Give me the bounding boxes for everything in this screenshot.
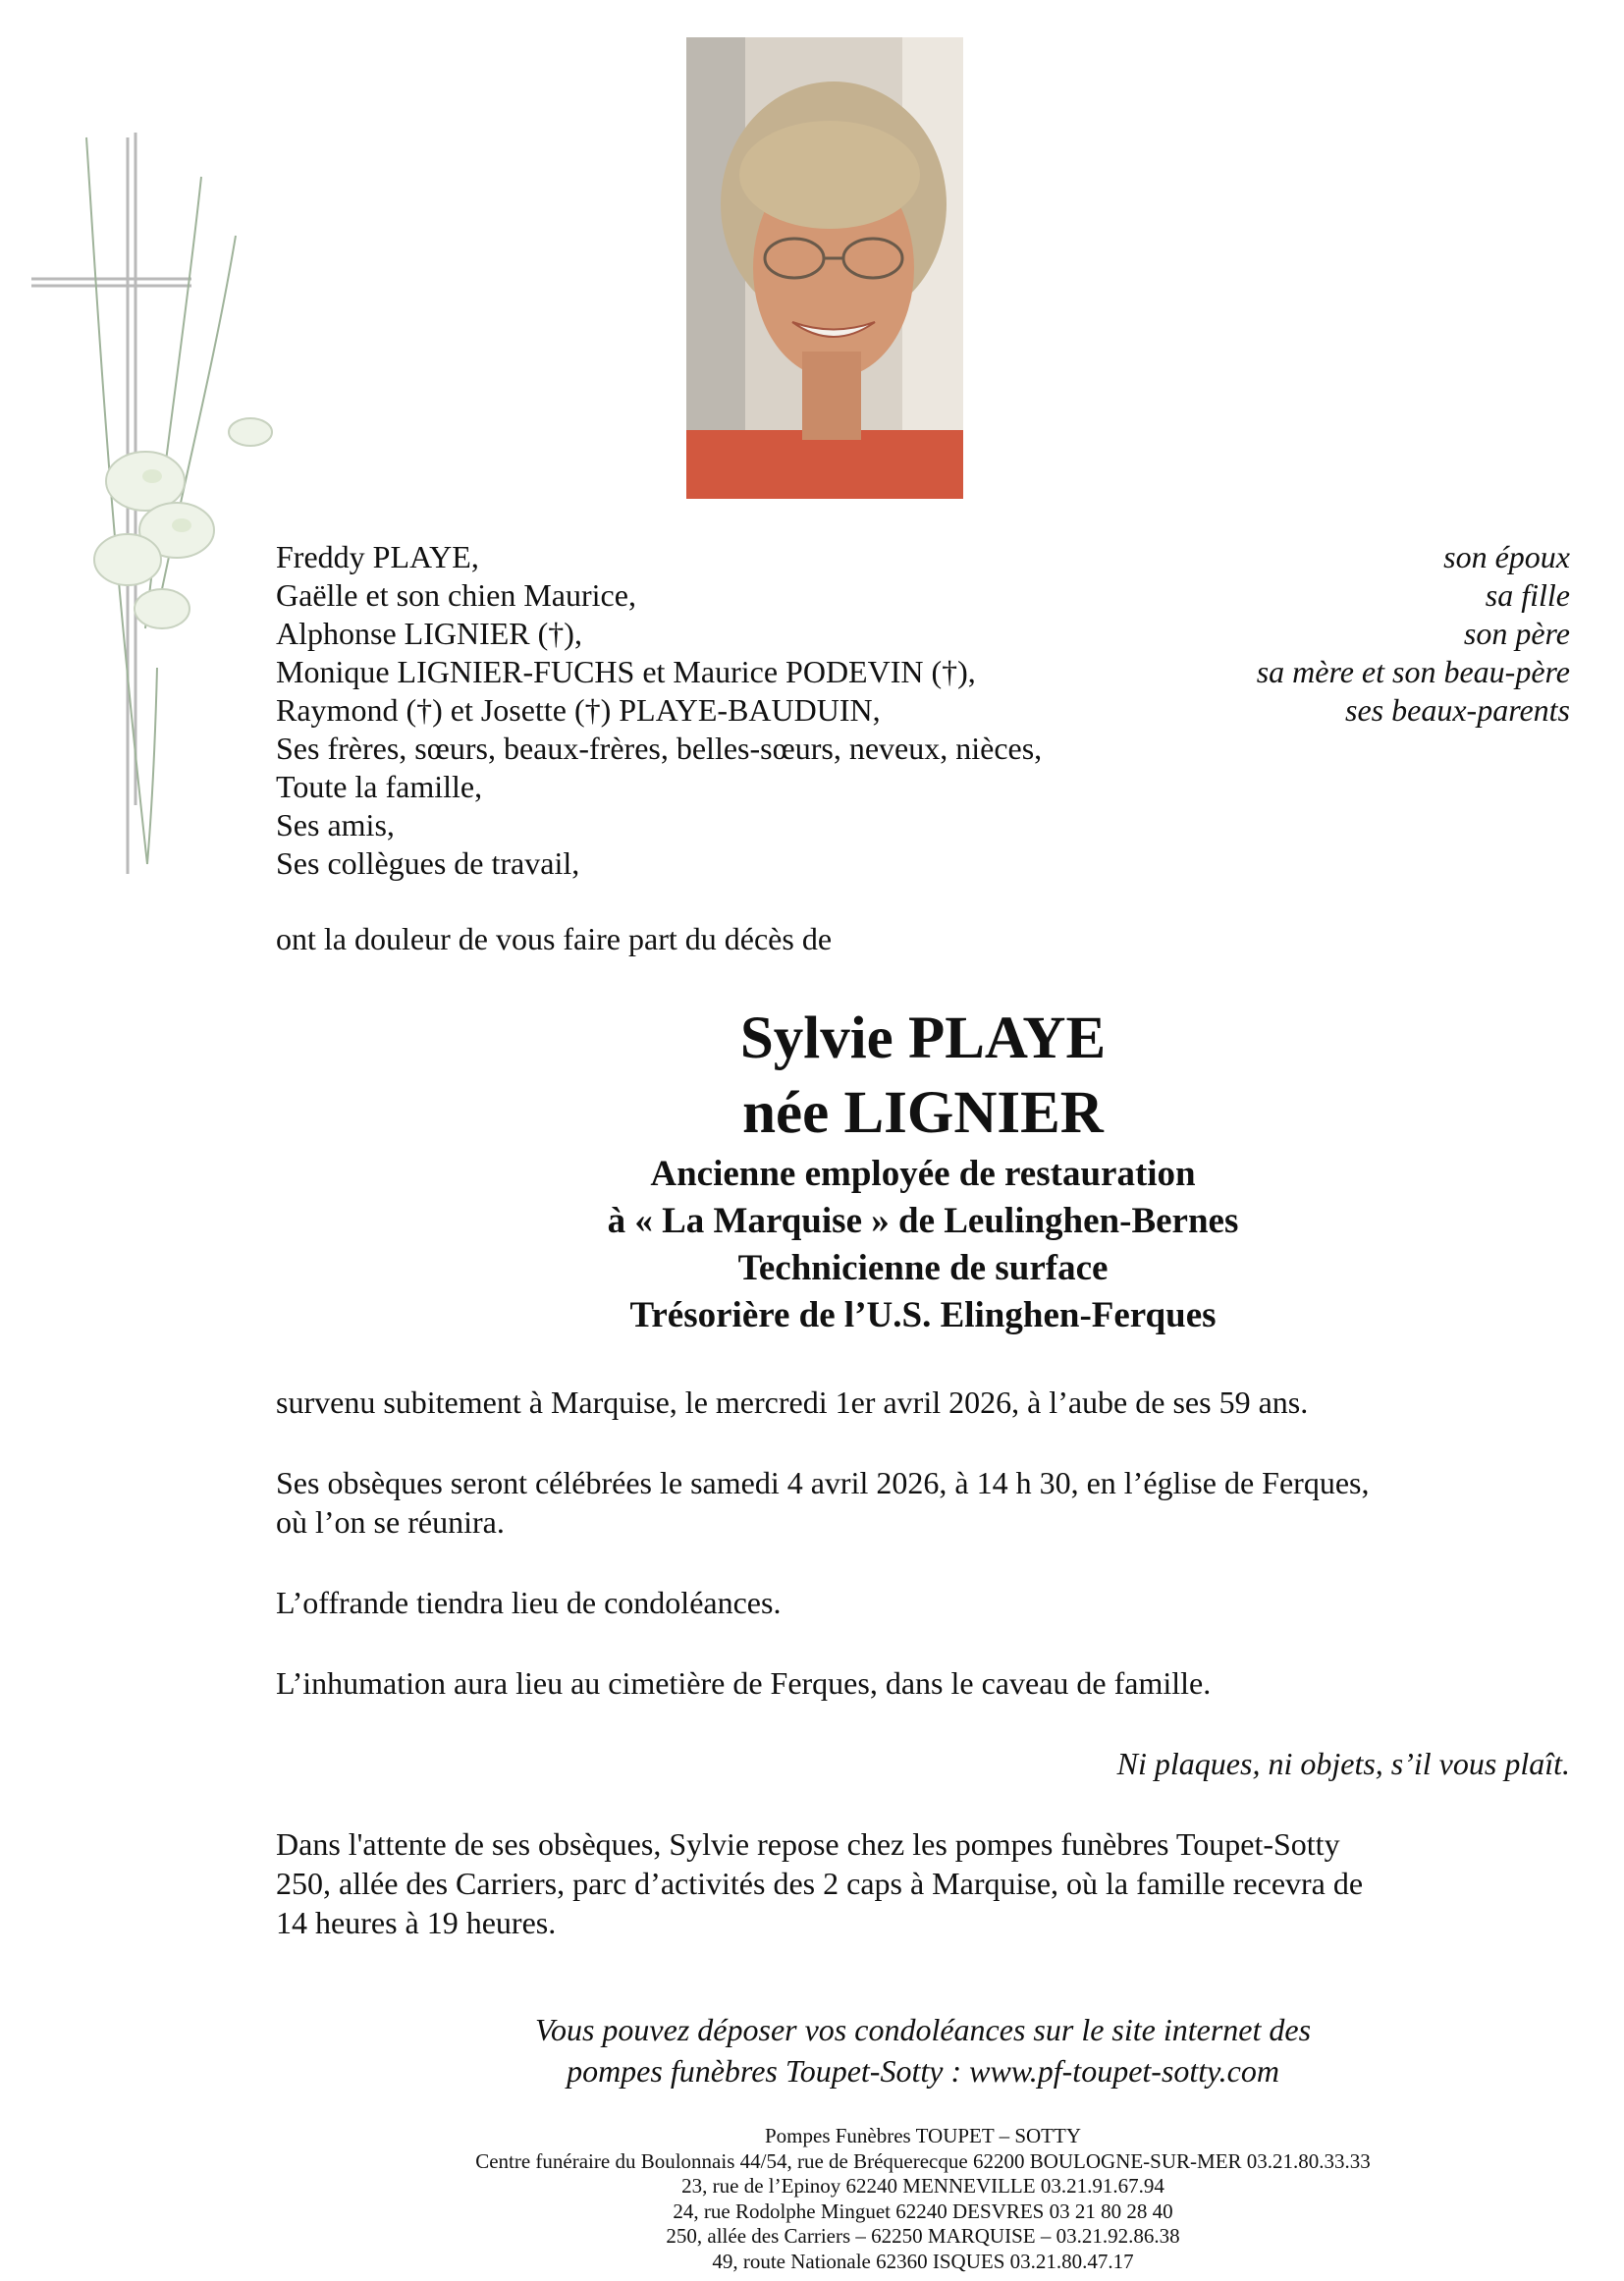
- deceased-block: [276, 1002, 1570, 1339]
- funeral-home-footer: [276, 2124, 1570, 2275]
- family-name: Gaëlle et son chien Maurice,: [276, 577, 636, 613]
- family-row: [276, 653, 1570, 691]
- portrait-photo: [686, 37, 963, 499]
- footer-line: 49, route Nationale 62360 ISQUES 03.21.80.47.17: [712, 2249, 1134, 2273]
- burial-note: L’inhumation aura lieu au cimetière de Ferques, dans le caveau de famille.: [276, 1665, 1212, 1701]
- family-relation: ses beaux-parents: [1345, 692, 1570, 728]
- no-flowers-note: Ni plaques, ni objets, s’il vous plaît.: [1116, 1746, 1570, 1781]
- family-name: Alphonse LIGNIER (†),: [276, 616, 582, 651]
- announcement-body: [276, 1383, 1570, 1942]
- deceased-name: Sylvie PLAYE: [739, 1005, 1107, 1071]
- family-row: [276, 538, 1570, 576]
- family-name: Ses frères, sœurs, beaux-frères, belles-sœurs, neveux, nièces,: [276, 731, 1043, 766]
- occupation-line: à « La Marquise » de Leulinghen-Bernes: [607, 1201, 1239, 1241]
- family-row: [276, 691, 1570, 730]
- footer-line: Centre funéraire du Boulonnais 44/54, rue de Bréquerecque 62200 BOULOGNE-SUR-MER 03.21.80.33.33: [475, 2148, 1371, 2173]
- condolences-note: [276, 2009, 1570, 2091]
- family-row: [276, 730, 1570, 768]
- occupation-line: Trésorière de l’U.S. Elinghen-Ferques: [629, 1295, 1217, 1335]
- footer-line: 24, rue Rodolphe Minguet 62240 DESVRES 03 21 80 28 40: [673, 2199, 1173, 2223]
- family-name: Monique LIGNIER-FUCHS et Maurice PODEVIN (†),: [276, 654, 976, 689]
- condolences-line: Vous pouvez déposer vos condoléances sur le site internet des: [534, 2012, 1312, 2047]
- deceased-birth-name: née LIGNIER: [742, 1080, 1104, 1146]
- funeral-line: Ses obsèques seront célébrées le samedi 4 avril 2026, à 14 h 30, en l’église de Ferques,: [276, 1465, 1370, 1500]
- family-row: [276, 615, 1570, 653]
- condolences-line: pompes funèbres Toupet-Sotty : www.pf-toupet-sotty.com: [567, 2053, 1279, 2089]
- family-row: [276, 768, 1570, 806]
- announcement-intro: ont la douleur de vous faire part du décès de: [276, 921, 833, 956]
- resting-line: Dans l'attente de ses obsèques, Sylvie repose chez les pompes funèbres Toupet-Sotty: [276, 1826, 1340, 1862]
- cross-with-lilies-icon: [29, 118, 295, 884]
- family-row: [276, 576, 1570, 615]
- family-row: [276, 806, 1570, 844]
- footer-line: 250, allée des Carriers – 62250 MARQUISE – 03.21.92.86.38: [666, 2224, 1180, 2249]
- family-row: [276, 844, 1570, 883]
- funeral-line: où l’on se réunira.: [276, 1504, 505, 1540]
- resting-line: 14 heures à 19 heures.: [276, 1905, 557, 1940]
- family-name: Ses amis,: [276, 807, 395, 842]
- footer-line: 23, rue de l’Epinoy 62240 MENNEVILLE 03.21.91.67.94: [681, 2174, 1164, 2199]
- family-relation: son époux: [1443, 539, 1570, 574]
- family-name: Freddy PLAYE,: [276, 539, 479, 574]
- death-notice: survenu subitement à Marquise, le mercredi 1er avril 2026, à l’aube de ses 59 ans.: [276, 1385, 1309, 1420]
- family-name: Raymond (†) et Josette (†) PLAYE-BAUDUIN,: [276, 692, 881, 728]
- resting-line: 250, allée des Carriers, parc d’activités des 2 caps à Marquise, où la famille recevra de: [276, 1866, 1364, 1901]
- family-relation: son père: [1463, 616, 1570, 651]
- family-list: [276, 538, 1570, 883]
- family-relation: sa mère et son beau-père: [1256, 654, 1570, 689]
- family-name: Ses collègues de travail,: [276, 845, 580, 881]
- occupation-line: Ancienne employée de restauration: [650, 1154, 1196, 1194]
- family-name: Toute la famille,: [276, 769, 483, 804]
- footer-line: Pompes Funèbres TOUPET – SOTTY: [764, 2124, 1081, 2147]
- occupation-line: Technicienne de surface: [737, 1248, 1109, 1288]
- family-relation: sa fille: [1485, 577, 1570, 613]
- offering-note: L’offrande tiendra lieu de condoléances.: [276, 1585, 782, 1620]
